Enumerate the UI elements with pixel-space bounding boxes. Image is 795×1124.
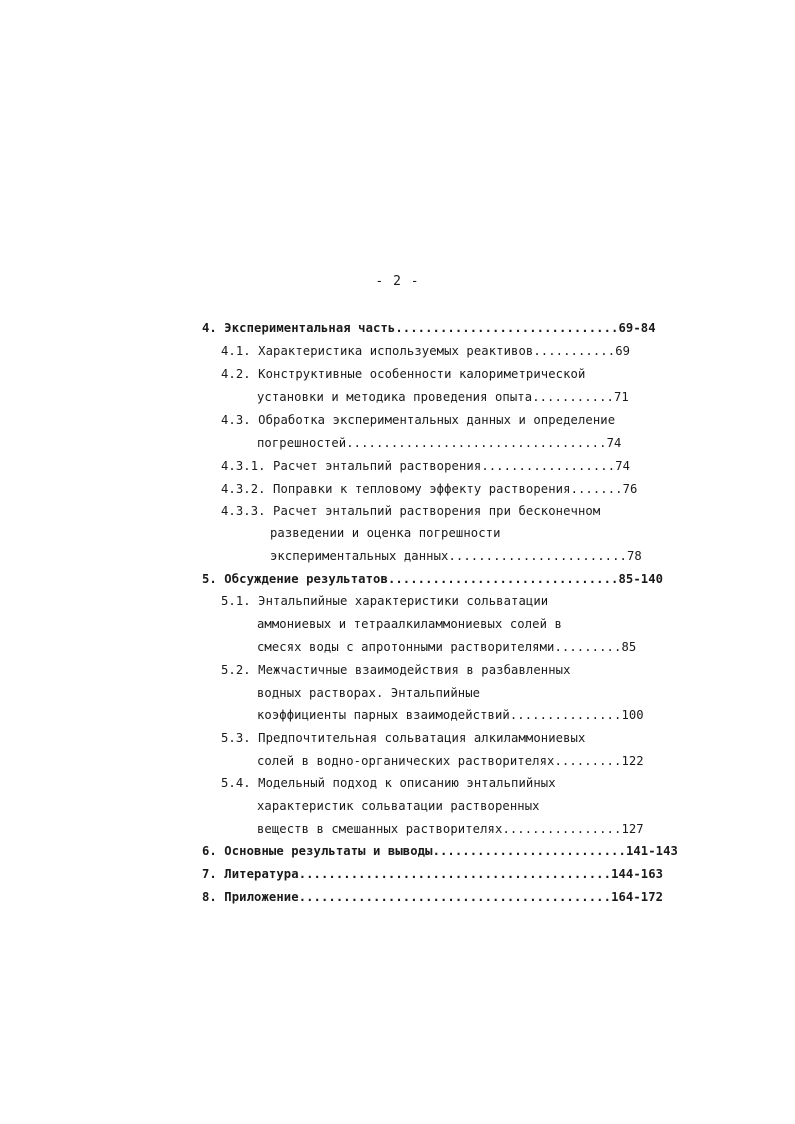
toc-entry-8[interactable] — [202, 889, 663, 905]
toc-entry-title: водных растворах. Энтальпийные — [257, 686, 481, 700]
toc-entry-5-2[interactable] — [221, 662, 571, 678]
toc-leader-dots: .................. — [481, 459, 616, 473]
toc-page-range: 127 — [621, 822, 644, 836]
toc-entry-title: 4.3. Обработка экспериментальных данных и определение — [221, 413, 616, 427]
toc-entry-title: экспериментальных данных — [270, 549, 449, 563]
toc-leader-dots: ........... — [532, 390, 614, 404]
toc-entry-6[interactable] — [202, 843, 678, 859]
toc-entry-title: 4.3.2. Поправки к тепловому эффекту растворения — [221, 482, 571, 496]
toc-entry-title: характеристик сольватации растворенных — [257, 799, 540, 813]
toc-entry-4-2-cont[interactable] — [257, 389, 629, 405]
toc-leader-dots: .......................................... — [298, 890, 612, 904]
toc-entry-4-3[interactable] — [221, 412, 615, 428]
toc-entry-title: 6. Основные результаты и выводы — [202, 844, 433, 858]
toc-entry-5-1-cont1 — [257, 616, 562, 632]
toc-page-range: 69-84 — [618, 321, 656, 335]
toc-leader-dots: ....... — [570, 482, 623, 496]
toc-entry-5-2-cont2[interactable] — [257, 707, 644, 723]
toc-leader-dots: ......... — [554, 754, 622, 768]
toc-page-range: 85 — [621, 640, 637, 654]
toc-page-range: 76 — [622, 482, 638, 496]
toc-page-range: 71 — [614, 390, 629, 404]
toc-entry-4-3-2[interactable] — [221, 481, 638, 497]
toc-leader-dots: .............................. — [395, 321, 619, 335]
toc-page-range: 69 — [615, 344, 631, 358]
toc-entry-title: 4.2. Конструктивные особенности калориметрической — [221, 367, 586, 381]
toc-entry-5-1-cont2[interactable] — [257, 639, 636, 655]
toc-entry-4-1[interactable] — [221, 343, 630, 359]
toc-entry-title: 8. Приложение — [202, 890, 299, 904]
toc-page-range: 164-172 — [611, 890, 664, 904]
toc-entry-title: разведении и оценка погрешности — [270, 526, 501, 540]
toc-entry-7[interactable] — [202, 866, 663, 882]
toc-entry-4-2[interactable] — [221, 366, 585, 382]
toc-leader-dots: .......................................... — [298, 867, 612, 881]
toc-entry-title: веществ в смешанных растворителях — [257, 822, 503, 836]
toc-leader-dots: ................................... — [346, 436, 607, 450]
toc-page-range: 144-163 — [611, 867, 664, 881]
toc-entry-title: 5.1. Энтальпийные характеристики сольватации — [221, 594, 549, 608]
toc-page-range: 85-140 — [618, 572, 664, 586]
toc-entry-5-4[interactable] — [221, 775, 556, 791]
toc-entry-5-3-cont[interactable] — [257, 753, 644, 769]
toc-page-range: 100 — [621, 708, 644, 722]
toc-entry-4[interactable] — [202, 320, 656, 336]
toc-leader-dots: ........................ — [448, 549, 627, 563]
toc-leader-dots: ......... — [554, 640, 622, 654]
toc-entry-title: 7. Литература — [202, 867, 299, 881]
toc-entry-title: установки и методика проведения опыта — [257, 390, 533, 404]
toc-leader-dots: .......................... — [432, 844, 626, 858]
toc-page-range: 74 — [615, 459, 631, 473]
toc-entry-title: 5.2. Межчастичные взаимодействия в разбавленных — [221, 663, 571, 677]
toc-entry-title: аммониевых и тетраалкиламмониевых солей в — [257, 617, 562, 631]
toc-leader-dots: ............... — [509, 708, 622, 722]
toc-entry-4-3-cont[interactable] — [257, 435, 621, 451]
toc-entry-4-3-1[interactable] — [221, 458, 630, 474]
toc-entry-title: погрешностей — [257, 436, 347, 450]
toc-entry-title: 4.1. Характеристика используемых реактивов — [221, 344, 534, 358]
toc-entry-5[interactable] — [202, 571, 663, 587]
toc-entry-title: 5.4. Модельный подход к описанию энтальпийных — [221, 776, 556, 790]
toc-page-range: 122 — [621, 754, 644, 768]
page-number: - 2 - — [375, 274, 420, 289]
toc-entry-title: коэффициенты парных взаимодействий — [257, 708, 510, 722]
toc-entry-4-3-3-cont2[interactable] — [270, 548, 642, 564]
toc-entry-title: смесях воды с апротонными растворителями — [257, 640, 555, 654]
toc-entry-title: 4. Экспериментальная часть — [202, 321, 396, 335]
toc-entry-5-3[interactable] — [221, 730, 585, 746]
toc-entry-5-4-cont2[interactable] — [257, 821, 644, 837]
toc-entry-5-1[interactable] — [221, 593, 548, 609]
toc-entry-title: 5.3. Предпочтительная сольватация алкиламмониевых — [221, 731, 586, 745]
toc-entry-title: солей в водно-органических растворителях — [257, 754, 555, 768]
toc-leader-dots: ................ — [502, 822, 622, 836]
toc-entry-4-3-3-cont1 — [270, 525, 501, 541]
toc-entry-5-4-cont1 — [257, 798, 540, 814]
toc-entry-4-3-3[interactable] — [221, 503, 600, 519]
toc-entry-title: 5. Обсуждение результатов — [202, 572, 388, 586]
toc-entry-title: 4.3.1. Расчет энтальпий растворения — [221, 459, 482, 473]
toc-leader-dots: ............................... — [387, 572, 619, 586]
toc-leader-dots: ........... — [533, 344, 616, 358]
toc-page-range: 78 — [627, 549, 642, 563]
toc-entry-5-2-cont1 — [257, 685, 480, 701]
toc-page-range: 141-143 — [625, 844, 678, 858]
toc-entry-title: 4.3.3. Расчет энтальпий растворения при бесконечном — [221, 504, 601, 518]
toc-page-range: 74 — [606, 436, 622, 450]
